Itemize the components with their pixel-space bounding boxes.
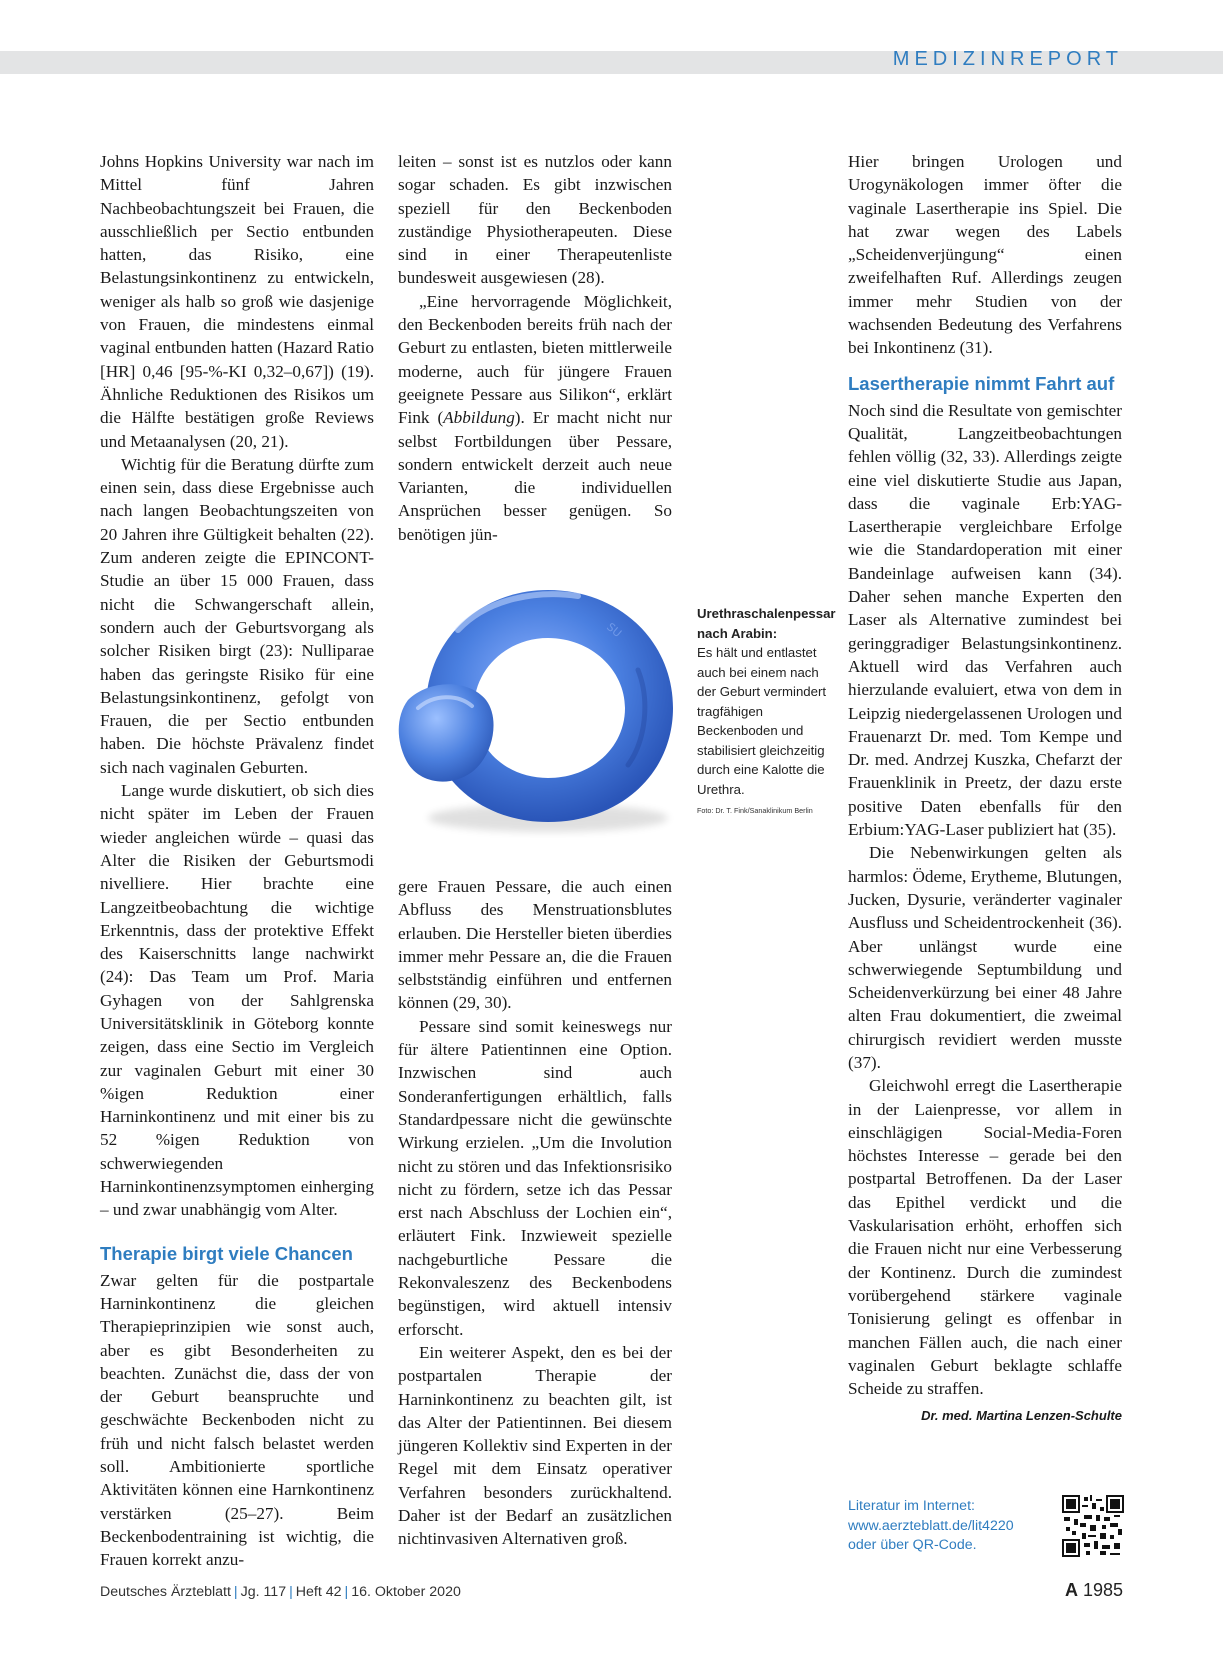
svg-text:SU: SU xyxy=(604,620,624,640)
literature-label: Literatur im Internet: xyxy=(848,1498,975,1514)
figure-reference: Abbildung xyxy=(443,408,515,428)
author-byline: Dr. med. Martina Lenzen-Schulte xyxy=(921,1408,1122,1424)
journal-name: Deutsches Ärzteblatt xyxy=(100,1584,231,1600)
paragraph: gere Frauen Pessare, die auch einen Abfluss des Menstruationsblutes erlauben. Die Hersteller bieten überdies immer mehr Pessare an, die die Frauen selbstständig einführen und entfernen können (29, 30). xyxy=(398,877,672,1013)
page-prefix: A xyxy=(1064,1580,1078,1600)
column-2-top xyxy=(398,150,672,546)
issue-date: 16. Oktober 2020 xyxy=(351,1584,461,1600)
pessary-photo xyxy=(388,560,692,850)
column-1 xyxy=(100,150,374,1572)
section-label: MEDIZINREPORT xyxy=(892,48,1123,70)
literature-link[interactable]: www.aerzteblatt.de/lit4220 xyxy=(848,1517,1014,1534)
paragraph: Wichtig für die Beratung dürfte zum einen sein, dass diese Ergebnisse auch nach langen Beobachtungszeiten von 20 Jahren ihre Gültigkeit behalten (22). Zum anderen zeigte die EPINCONT-Studie an über 15 000 Frauen, dass nicht die Schwangerschaft allein, sondern auch der Geburtsvorgang als solcher Risiken birgt (23): Nulliparae haben das geringste Risiko für eine Belastungsinkontinenz, gefolgt von Frauen, die per Sectio entbunden haben. Die höchste Prävalenz findet sich nach vaginalen Geburten. xyxy=(100,454,374,777)
qr-code-icon[interactable] xyxy=(1062,1495,1124,1557)
paragraph xyxy=(398,290,672,546)
text-run: „Eine hervorragende Möglichkeit, den Beckenboden bereits früh nach der Geburt zu entlasten, bieten mittlerweile moderne, auch für jüngere Frauen geeignete Pessare aus Silikon“, erklärt Fink ( xyxy=(398,291,672,428)
separator: | xyxy=(289,1584,293,1600)
paragraph: Pessare sind somit keineswegs nur für ältere Patientinnen eine Option. Inzwischen sind auch Sonderanfertigungen erhältlich, falls Standardpessare nicht die gewünschte Wirkung erzielen. „Um die Involution nicht zu stören und das Infektionsrisiko nicht zu fördern, setze ich das Pessar erst nach Abschluss der Lochien ein“, erläutert Fink. Inzwieweit spezielle nachgeburtliche Pessare die Rekonvaleszenz des Beckenbodens begünstigen, wird aktuell intensiv erforscht. xyxy=(398,1016,672,1339)
figure-caption xyxy=(697,604,836,816)
paragraph: Hier bringen Urologen und Urogynäkologen immer öfter die vaginale Lasertherapie ins Spiel. Die hat zwar wegen des Labels „Scheidenverjüngung“ einen zweifelhaften Ruf. Allerdings zeugen immer mehr Studien von der wachsenden Bedeutung des Verfahrens bei Inkontinenz (31). xyxy=(848,152,1122,358)
paragraph: Lange wurde diskutiert, ob sich dies nicht später im Leben der Frauen wieder angleichen würde – quasi das Alter die Risiken der Geburtsmodi nivelliere. Hier brachte eine Langzeitbeobachtung die wichtige Erkenntnis, dass der protektive Effekt des Kaiserschnitts lange nachwirkt (24): Das Team um Prof. Maria Gyhagen von der Sahlgrenska Universitätsklinik in Göteborg konnte zeigen, dass eine Sectio im Vergleich zur vaginalen Geburt mit einer 30 %igen Reduktion einer Harninkontinenz und mit einer bis zu 52 %igen Reduktion von schwerwiegenden Harninkontinenzsymptomen einherging – und zwar unabhängig vom Alter. xyxy=(100,781,374,1220)
paragraph: Ein weiterer Aspekt, den es bei der postpartalen Therapie der Harninkontinenz zu beachten gilt, ist das Alter der Patientinnen. Bei diesem jüngeren Kollektiv sind Experten in der Regel mit dem Einsatz operativer Verfahren besonders zurückhaltend. Daher ist der Bedarf an zusätzlichen nichtinvasiven Alternativen groß. xyxy=(398,1342,672,1549)
column-3 xyxy=(848,150,1122,1428)
photo-credit: Foto: Dr. T. Fink/Sanaklinikum Berlin xyxy=(697,806,813,815)
paragraph: Die Nebenwirkungen gelten als harmlos: Ödeme, Erytheme, Blutungen, Jucken, Dysurie, veränderter vaginaler Ausfluss und Scheidentrockenheit (36). Aber unlängst wurde eine schwerwiegende Septumbildung und Scheidenverkürzung bei einer 48 Jahre alten Frau dokumentiert, die zweimal chirurgisch revidiert werden musste (37). xyxy=(848,843,1122,1072)
journal-issue: Heft 42 xyxy=(295,1584,342,1600)
paragraph: Johns Hopkins University war nach im Mittel fünf Jahren Nachbeobachtungszeit bei Frauen, die ausschließlich per Sectio entbunden hatten, das Risiko, eine Belastungsinkontinenz zu entwickeln, weniger als halb so groß wie dasjenige von Frauen, die mindestens einmal vaginal entbunden hatten (Hazard Ratio [HR] 0,46 [95-%-KI 0,32–0,67]) (19). Ähnliche Reduktionen des Risikos um die Hälfte bestätigen große Reviews und Metaanalysen (20, 21). xyxy=(100,152,374,451)
page-number-value: 1985 xyxy=(1082,1580,1123,1600)
caption-title: Urethraschalenpessar nach Arabin: xyxy=(697,606,836,641)
literature-qr-hint: oder über QR-Code. xyxy=(848,1537,977,1553)
column-2-bottom xyxy=(398,875,672,1551)
page-number xyxy=(1065,1580,1123,1601)
journal-volume: Jg. 117 xyxy=(240,1584,287,1600)
paragraph: Zwar gelten für die postpartale Harninkontinenz die gleichen Therapieprinzipien wie sonst auch, aber es gibt Besonderheiten zu beachten. Zunächst die, dass der von der Geburt beanspruchte und geschwächte Beckenboden nicht zu früh und nicht falsch belastet werden soll. Ambitionierte sportliche Aktivitäten können eine Harnkontinenz verstärken (25–27). Beim Beckenbodentraining ist wichtig, die Frauen korrekt anzu- xyxy=(100,1270,374,1570)
paragraph: leiten – sonst ist es nutzlos oder kann sogar schaden. Es gibt inzwischen speziell für den Beckenboden zuständige Physiotherapeuten. Diese sind in einer Therapeutenliste bundesweit ausgewiesen (28). xyxy=(398,152,672,288)
footer xyxy=(100,1584,461,1600)
text-run: ). Er macht nicht nur selbst Fortbildungen über Pessare, sondern entwickelt derzeit auch neue Varianten, die individuellen Ansprüchen besser genügen. So benötigen jün- xyxy=(398,408,672,544)
separator: | xyxy=(233,1584,238,1600)
section-heading: Therapie birgt viele Chancen xyxy=(100,1242,353,1264)
section-heading: Lasertherapie nimmt Fahrt auf xyxy=(848,372,1115,394)
literature-note xyxy=(848,1497,1038,1556)
paragraph: Noch sind die Resultate von gemischter Qualität, Langzeitbeobachtungen fehlen völlig (32, 33). Allerdings zeigte eine viel diskutierte Studie aus Japan, dass die vaginale Erb:YAG-Lasertherapie vergleichbare Erfolge wie die Standardoperation mit einer Bandeinlage aufweisen kann (34). Daher sehen manche Experten den Laser als Alternative zumindest bei geringgradiger Belastungsinkontinenz. Aktuell wird das Verfahren auch hierzulande evaluiert, etwa von dem in Leipzig niedergelassenen Urologen und Frauenarzt Dr. med. Tom Kempe und Dr. med. Andrzej Kuszka, Chefarzt der Frauenklinik in Preetz, der dazu erste positive Daten ebenfalls für den Erbium:YAG-Laser publiziert hat (35). xyxy=(848,400,1122,840)
caption-text: Es hält und entlastet auch bei einem nach der Geburt vermindert tragfähigen Beckenboden und stabilisiert gleichzeitig durch eine Kalotte die Urethra. xyxy=(697,645,826,797)
paragraph: Gleichwohl erregt die Lasertherapie in der Laienpresse, vor allem in einschlägigen Social-Media-Foren höchstes Interesse – gerade bei den postpartal Betroffenen. Da der Laser das Epithel verdickt und die Vaskularisation erhöht, erhoffen sich die Frauen nicht nur eine Verbesserung der Kontinenz. Durch die zumindest vorübergehend stärkere vaginale Tonisierung gelingt es offenbar in manchen Fällen auch, die nach einer vaginalen Geburt beklagte schlaffe Scheide zu straffen. xyxy=(848,1076,1122,1399)
separator: | xyxy=(344,1584,349,1600)
